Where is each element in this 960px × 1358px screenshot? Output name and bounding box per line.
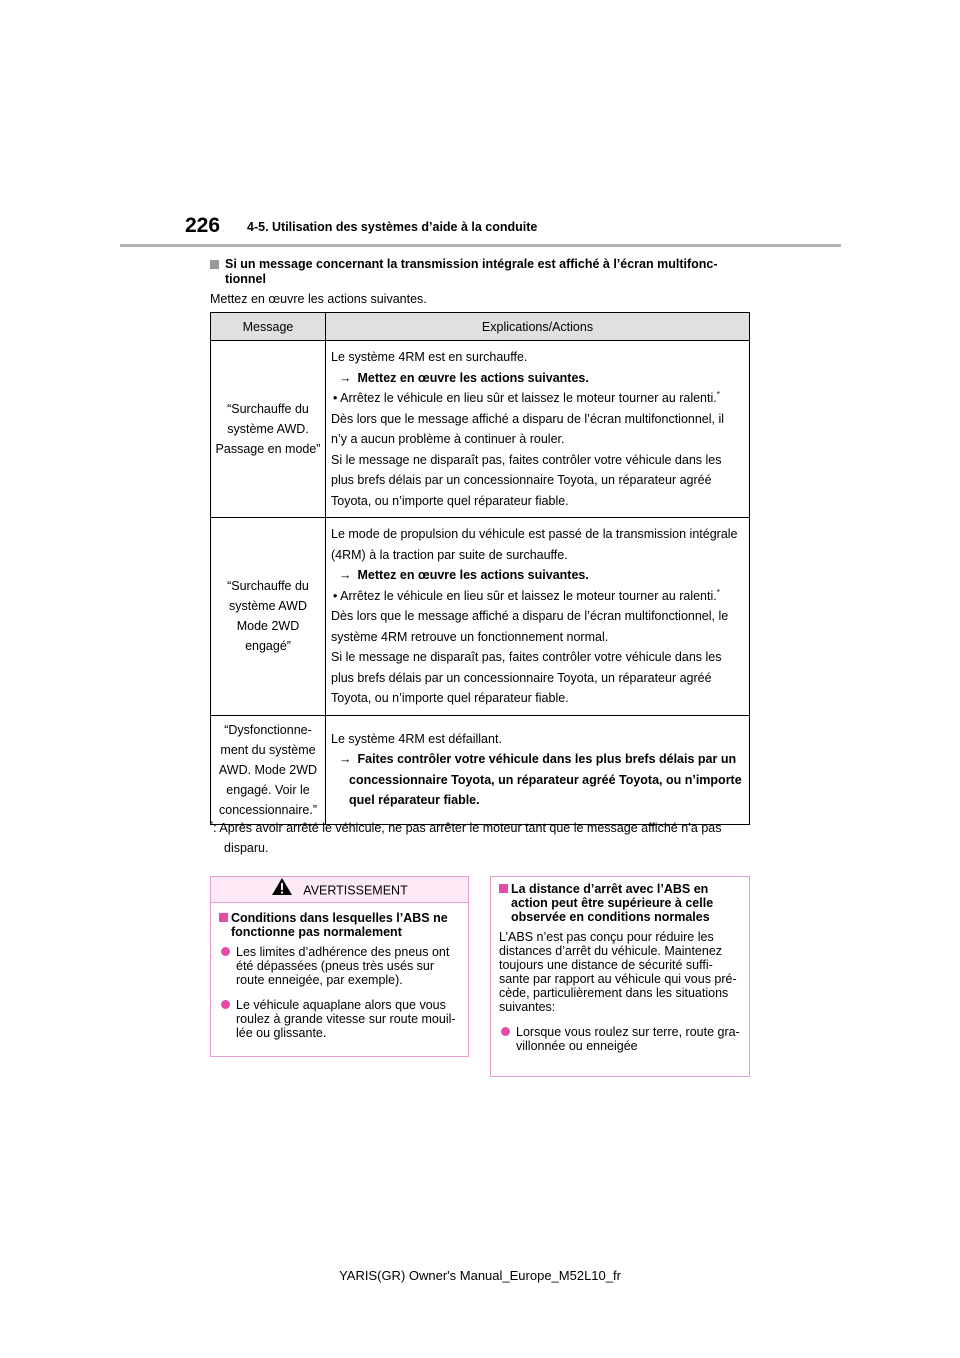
table-header-row [211,313,750,341]
footnote-mark: * [210,819,214,829]
footnote-text: : Après avoir arrêté le véhicule, ne pas arrêter le moteur tant que le message affiché n’a pas [213,821,722,835]
info-heading [499,882,741,924]
arrow-icon: → [339,370,352,385]
footnote-line [210,818,750,838]
section-heading-text: Si un message concernant la transmission intégrale est affiché à l’écran multifonc-tionnel [225,257,718,286]
circle-bullet-icon [221,1000,230,1009]
footnote-ref: * [716,389,720,399]
info-body: L’ABS n’est pas conçu pour réduire les distances d’arrêt du véhicule. Maintenez toujours une distance de sécurité suffi-sante par rapport au véhicule qui vous pré-cède, particulièrement dans les situations suivantes: [499,930,737,1014]
circle-bullet-icon [501,1027,510,1036]
table-row [211,518,750,716]
square-bullet-icon [219,913,228,922]
action-text: Mettez en œuvre les actions suivantes. [357,370,589,385]
message-cell: “Surchauffe du système AWD Mode 2WD engagé” [211,518,326,716]
explanation-text: Le système 4RM est défaillant. [331,731,502,746]
action-arrow-line [331,368,743,389]
warning-icon [271,877,293,905]
explanation-text: Si le message ne disparaît pas, faites contrôler votre véhicule dans les plus brefs délais par un concessionnaire Toyota, un réparateur agréé Toyota, ou n’importe quel réparateur fiable. [331,452,722,508]
list-item-text: Lorsque vous roulez sur terre, route gra-villonnée ou enneigée [516,1025,740,1053]
bullet-text: • Arrêtez le véhicule en lieu sûr et laissez le moteur tourner au ralenti. [333,391,717,405]
table-row [211,715,750,824]
list-item [219,945,460,987]
bullet-line [331,388,743,409]
header-rule [120,244,841,247]
explanation-text: Le mode de propulsion du véhicule est passé de la transmission intégrale (4RM) à la traction par suite de surchauffe. [331,527,738,562]
info-heading-text: La distance d’arrêt avec l’ABS en action peut être supérieure à celle observée en conditions normales [511,882,714,924]
list-item-text: Les limites d’adhérence des pneus ont été dépassées (pneus très usés sur route enneigée, par exemple). [236,945,450,987]
arrow-icon: → [339,752,352,766]
warning-title: AVERTISSEMENT [303,883,408,898]
table-header-actions: Explications/Actions [326,313,750,341]
list-item [499,1025,741,1053]
message-cell: “Dysfonctionne-ment du système AWD. Mode 2WD engagé. Voir le concessionnaire.” [211,715,326,824]
info-content [491,877,749,1053]
section-heading [210,257,750,287]
explanation-text: Le système 4RM est en surchauffe. [331,350,528,364]
action-arrow-line [331,749,743,811]
footnote [210,818,750,858]
footnote-ref: * [716,587,720,597]
list-item [219,998,460,1040]
warning-header [211,877,468,903]
footnote-line-2: disparu. [224,841,269,855]
table-row [211,341,750,518]
table-header-message: Message [211,313,326,341]
page-number: 226 [185,214,221,237]
message-table [210,312,750,825]
action-arrow-line [331,565,743,586]
warning-heading [219,911,460,939]
square-bullet-icon [499,884,508,893]
actions-cell [326,715,750,824]
explanation-text: Dès lors que le message affiché a disparu de l’écran multifonctionnel, le système 4RM retrouve un fonctionnement normal. [331,609,729,644]
actions-cell [326,518,750,716]
info-box [490,876,750,1077]
warning-box [210,876,469,1057]
warning-heading-text: Conditions dans lesquelles l’ABS ne fonctionne pas normalement [231,911,448,939]
section-title: 4-5. Utilisation des systèmes d’aide à la conduite [247,220,538,234]
warning-content [211,903,468,1040]
explanation-text: Dès lors que le message affiché a disparu de l’écran multifonctionnel, il n’y a aucun problème à continuer à rouler. [331,411,725,446]
bullet-line [331,586,743,607]
action-text: Mettez en œuvre les actions suivantes. [357,568,589,582]
explanation-text: Si le message ne disparaît pas, faites contrôler votre véhicule dans les plus brefs délais par un concessionnaire Toyota, un réparateur agréé Toyota, ou n’importe quel réparateur fiable. [331,650,722,705]
bullet-text: • Arrêtez le véhicule en lieu sûr et laissez le moteur tourner au ralenti. [333,588,717,603]
square-bullet-icon [210,260,219,269]
arrow-icon: → [339,568,352,582]
actions-cell [326,341,750,518]
message-cell: “Surchauffe du système AWD. Passage en mode” [211,341,326,518]
section-intro: Mettez en œuvre les actions suivantes. [210,292,427,306]
list-item-text: Le véhicule aquaplane alors que vous roulez à grande vitesse sur route mouil-lée ou glissante. [236,998,456,1040]
circle-bullet-icon [221,947,230,956]
action-text: Faites contrôler votre véhicule dans les plus brefs délais par un concessionnaire Toyota, un réparateur agréé Toyota, ou n’importe quel réparateur fiable. [349,752,742,807]
footer-text: YARIS(GR) Owner's Manual_Europe_M52L10_fr [339,1268,621,1283]
